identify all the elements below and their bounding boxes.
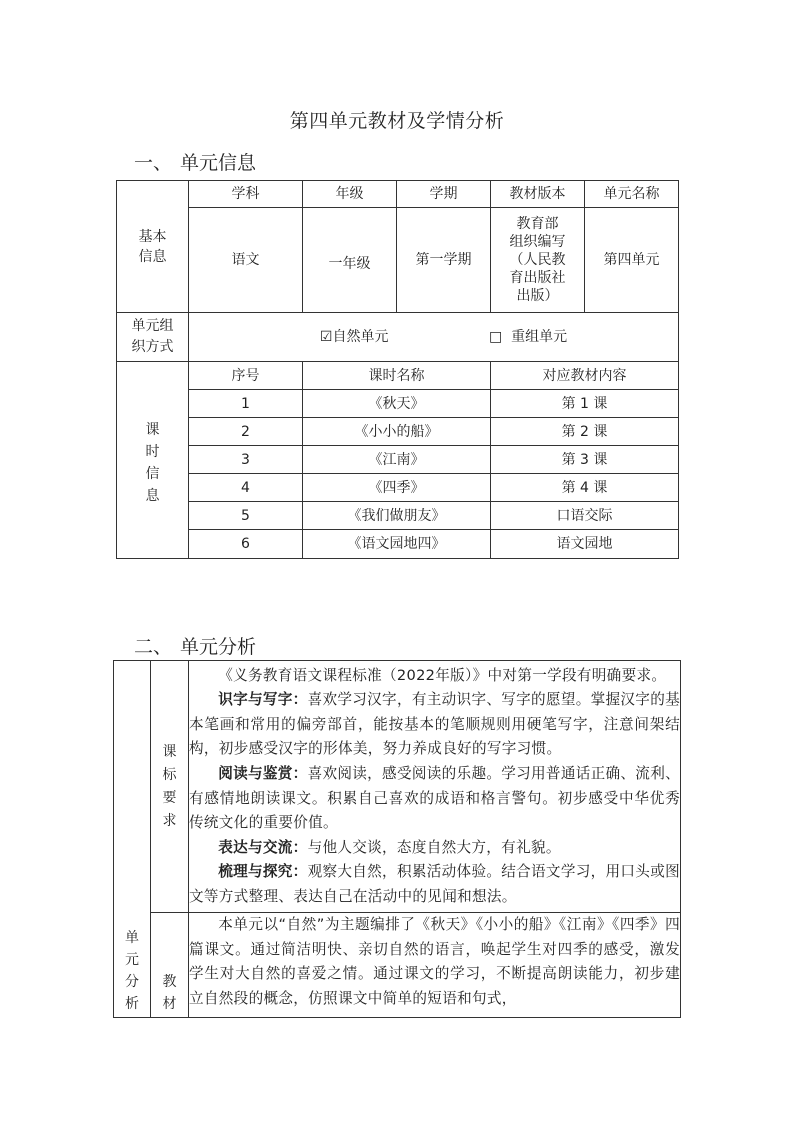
- standard-item-head: 表达与交流：: [218, 838, 308, 856]
- lesson-name: 《我们做朋友》: [303, 502, 491, 530]
- section-1-title: 单元信息: [180, 152, 257, 174]
- standard-item: [189, 688, 680, 762]
- lesson-content: 第 3 课: [491, 446, 679, 474]
- lesson-no: 4: [189, 474, 303, 502]
- lesson-name: 《语文园地四》: [303, 530, 491, 559]
- header-subject: 学科: [189, 181, 303, 208]
- analysis-outer-label: 单 元 分 析: [114, 661, 151, 1018]
- standard-item-head: 识字与写字：: [218, 691, 308, 709]
- textbook-label: 教 材: [151, 913, 189, 1018]
- standard-item-head: 阅读与鉴赏：: [218, 764, 308, 782]
- value-term: 第一学期: [397, 208, 491, 313]
- lesson-name: 《秋天》: [303, 390, 491, 418]
- basic-info-label: [117, 181, 189, 313]
- standard-item-head: 梳理与探究：: [218, 863, 308, 881]
- standard-content: [189, 661, 681, 913]
- lesson-header-content: 对应教材内容: [491, 362, 679, 390]
- lesson-no: 6: [189, 530, 303, 559]
- lesson-content: 口语交际: [491, 502, 679, 530]
- section-2-heading: [134, 632, 256, 659]
- header-textbook: 教材版本: [491, 181, 585, 208]
- value-subject: 语文: [189, 208, 303, 313]
- standard-item-text: 喜欢阅读，感受阅读的乐趣。学习用普通话正确、流利、有感情地朗读课文。积累自己喜欢的成语和格言警句。初步感受中华优秀传统文化的重要价值。: [189, 764, 680, 832]
- section-2-number: 二、: [134, 636, 173, 658]
- lessons-label: 课 时 信 息: [117, 362, 189, 559]
- header-term: 学期: [397, 181, 491, 208]
- lesson-content: 第 1 课: [491, 390, 679, 418]
- lesson-content: 第 4 课: [491, 474, 679, 502]
- unchecked-box-icon: □: [488, 329, 503, 345]
- lesson-name: 《江南》: [303, 446, 491, 474]
- standard-item: [189, 860, 680, 909]
- section-2-title: 单元分析: [180, 636, 257, 658]
- lesson-name: 《四季》: [303, 474, 491, 502]
- checked-box-icon: ☑: [319, 329, 333, 345]
- standard-item: [189, 762, 680, 836]
- standard-intro: 《义务教育语文课程标准（2022年版）》中对第一学段有明确要求。: [218, 666, 667, 684]
- lesson-header-name: 课时名称: [303, 362, 491, 390]
- header-grade: 年级: [303, 181, 397, 208]
- lesson-no: 2: [189, 418, 303, 446]
- standard-item-text: 喜欢学习汉字，有主动识字、写字的愿望。掌握汉字的基本笔画和常用的偏旁部首，能按基本的笔顺规则用硬笔写字，注意间架结构，初步感受汉字的形体美，努力养成良好的写字习惯。: [189, 691, 680, 758]
- unit-analysis-table: [113, 660, 681, 1018]
- option-natural-unit[interactable]: [320, 327, 389, 347]
- standard-item-text: 观察大自然，积累活动体验。结合语文学习，用口头或图文等方式整理、表达自己在活动中的见闻和想法。: [189, 863, 680, 905]
- header-unit-name: 单元名称: [585, 181, 679, 208]
- standard-label: 课 标 要 求: [151, 661, 189, 913]
- standard-item: [189, 836, 680, 861]
- section-1-number: 一、: [134, 152, 173, 174]
- option-natural-unit-label: 自然单元: [332, 329, 389, 345]
- section-1-heading: [134, 148, 256, 175]
- lesson-no: 5: [189, 502, 303, 530]
- value-grade: 一年级: [303, 208, 397, 313]
- value-textbook: 教育部 组织编写 （人民教 育出版社 出版）: [491, 208, 585, 313]
- org-label: 单元组 织方式: [117, 313, 189, 362]
- basic-info-label-line2: 信息: [138, 248, 167, 265]
- textbook-content: [189, 913, 681, 1018]
- lesson-no: 1: [189, 390, 303, 418]
- standard-item-text: 与他人交谈，态度自然大方，有礼貌。: [307, 838, 561, 856]
- lesson-name: 《小小的船》: [303, 418, 491, 446]
- option-regroup-unit[interactable]: [489, 327, 567, 347]
- option-regroup-unit-label: 重组单元: [511, 329, 568, 345]
- lesson-header-no: 序号: [189, 362, 303, 390]
- basic-info-label-line1: 基本: [138, 228, 167, 245]
- document-title: 第四单元教材及学情分析: [289, 110, 505, 132]
- lesson-no: 3: [189, 446, 303, 474]
- unit-info-table: [116, 180, 679, 559]
- textbook-text: 本单元以“自然”为主题编排了《秋天》《小小的船》《江南》《四季》四篇课文。通过简洁明快、亲切自然的语言，唤起学生对四季的感受，激发学生对大自然的喜爱之情。通过课文的学习，不断提高朗读能力，初步建立自然段的概念，仿照课文中简单的短语和句式，: [189, 916, 680, 1007]
- lesson-content: 语文园地: [491, 530, 679, 559]
- org-options: [189, 313, 679, 362]
- lesson-content: 第 2 课: [491, 418, 679, 446]
- value-unit-name: 第四单元: [585, 208, 679, 313]
